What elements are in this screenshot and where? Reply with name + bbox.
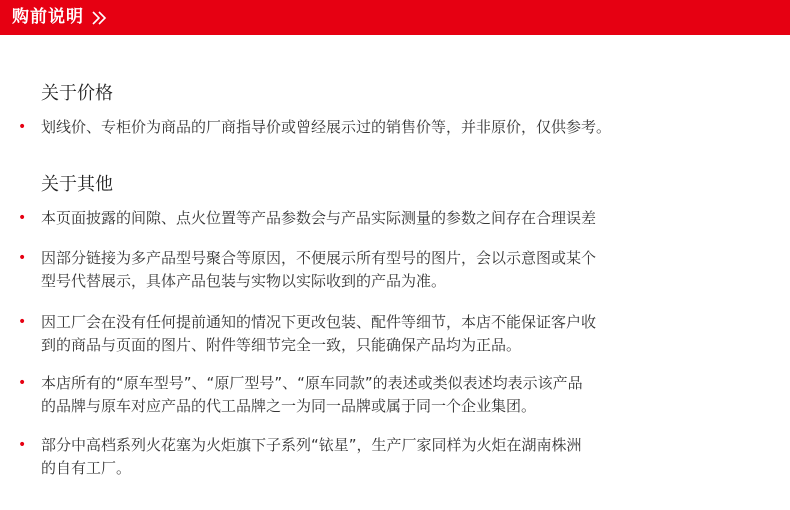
list-item-text: 本店所有的“原车型号”、“原厂型号”、“原车同款”的表述或类似表述均表示该产品 的品牌与原车对应产品的代工品牌之一为同一品牌或属于同一个企业集团。 xyxy=(41,374,583,415)
section-title-other: 关于其他 xyxy=(41,174,113,195)
header-title: 购前说明 xyxy=(12,7,84,27)
content-area xyxy=(0,35,790,510)
list-item-text: 本页面披露的间隙、点火位置等产品参数会与产品实际测量的参数之间存在合理误差 xyxy=(41,209,597,227)
bullet: • xyxy=(18,119,27,135)
bullet: • xyxy=(18,437,27,453)
list-item-text: 因工厂会在没有任何提前通知的情况下更改包装、配件等细节，本店不能保证客户收 到的商品与页面的图片、附件等细节完全一致，只能确保产品均为正品。 xyxy=(41,313,597,354)
list-item-text: 划线价、专柜价为商品的厂商指导价或曾经展示过的销售价等，并非原价，仅供参考。 xyxy=(41,118,612,136)
bullet: • xyxy=(18,375,27,391)
section-title-price: 关于价格 xyxy=(41,83,113,104)
bullet: • xyxy=(18,250,27,266)
list-item-text: 部分中高档系列火花塞为火炬旗下子系列“铱星”，生产厂家同样为火炬在湖南株洲 的自有工厂。 xyxy=(41,436,582,477)
bullet: • xyxy=(18,210,27,226)
header-bar xyxy=(0,0,790,35)
bullet: • xyxy=(18,314,27,330)
double-chevron-right-icon xyxy=(90,0,110,35)
list-item-text: 因部分链接为多产品型号聚合等原因，不便展示所有型号的图片，会以示意图或某个 型号代替展示，具体产品包装与实物以实际收到的产品为准。 xyxy=(41,249,597,290)
